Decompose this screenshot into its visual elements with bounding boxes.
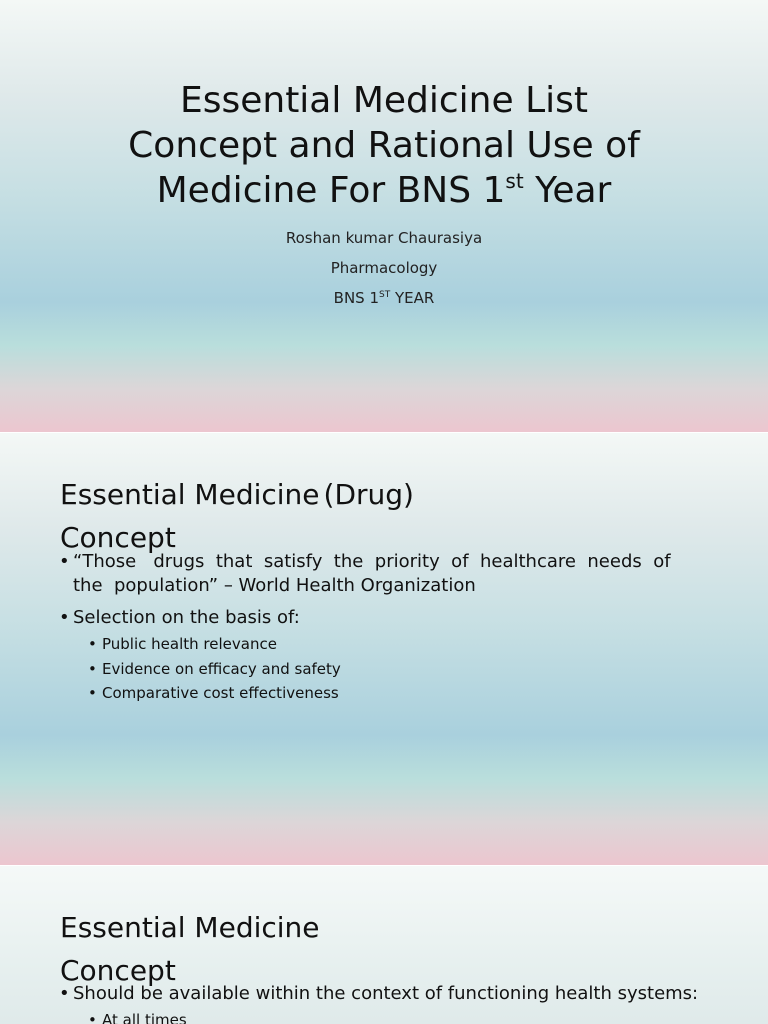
title-line-3-text: Medicine For BNS 1 (156, 170, 506, 211)
bullet-icon: • (88, 684, 97, 702)
title-superscript: st (505, 169, 524, 193)
course-year-end: YEAR (390, 289, 435, 307)
course-year-text: BNS 1 (333, 289, 380, 307)
presentation-title (84, 78, 684, 213)
heading-line-2: Concept (60, 954, 176, 987)
sub-bullet-item (88, 683, 339, 703)
heading-line-1 (60, 473, 660, 516)
slide-heading (60, 906, 660, 992)
heading-line-2: Concept (60, 521, 176, 554)
slide-essential-medicine-concept (0, 866, 768, 1024)
bullet-text: Selection on the basis of: (73, 607, 300, 628)
title-line-3 (84, 168, 684, 213)
bullet-icon: • (88, 635, 97, 653)
sub-bullet-item (88, 659, 341, 679)
bullet-text: Should be available within the context of functioning health systems: (73, 983, 699, 1004)
bullet-icon: • (88, 1011, 97, 1024)
sub-bullet-item (88, 634, 277, 654)
course-year (184, 289, 584, 307)
course-year-superscript: ST (379, 290, 391, 300)
title-line-3-end: Year (523, 170, 612, 211)
author-name: Roshan kumar Chaurasiya (285, 229, 483, 247)
bullet-line-1: “Those drugs that satisfy the priority of healthcare needs of (73, 551, 671, 572)
sub-bullet-text: At all times (102, 1011, 187, 1024)
bullet-icon: • (88, 660, 97, 678)
heading-text: Essential Medicine (60, 478, 320, 511)
subject-name: Pharmacology (330, 259, 438, 277)
slide-title (0, 0, 768, 432)
bullet-selection-basis (59, 606, 300, 630)
bullet-icon: • (59, 983, 70, 1004)
bullet-who-definition (59, 550, 683, 598)
bullet-availability (59, 982, 699, 1006)
title-line-2: Concept and Rational Use of (128, 125, 640, 166)
sub-bullet-text: Public health relevance (102, 635, 277, 653)
sub-bullet-item (88, 1010, 187, 1024)
bullet-icon: • (59, 551, 70, 572)
bullet-line-2: the population” – World Health Organization (73, 575, 476, 596)
title-line-1: Essential Medicine List (179, 80, 589, 121)
sub-bullet-text: Comparative cost effectiveness (102, 684, 339, 702)
heading-line-1: Essential Medicine (60, 911, 320, 944)
heading-paren: (Drug) (323, 478, 414, 511)
bullet-icon: • (59, 607, 70, 628)
slide-heading (60, 473, 660, 559)
slide-essential-drug-concept (0, 433, 768, 865)
sub-bullet-text: Evidence on efficacy and safety (102, 660, 341, 678)
